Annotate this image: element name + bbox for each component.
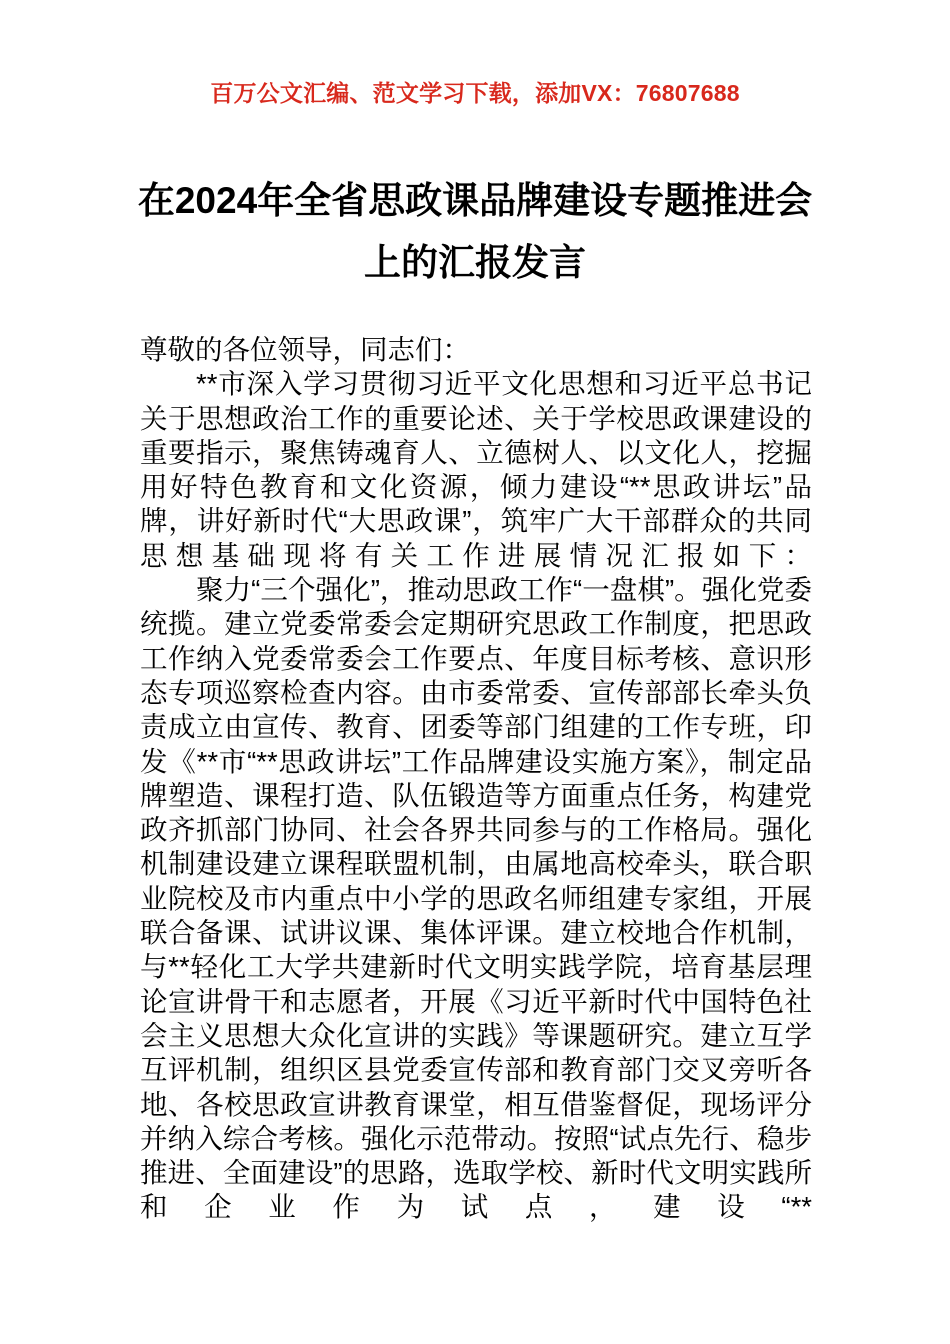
document-body <box>140 333 812 1225</box>
salutation-line: 尊敬的各位领导，同志们： <box>140 334 470 365</box>
promo-banner-text: 百万公文汇编、范文学习下载，添加VX：76807688 <box>210 80 740 106</box>
body-paragraph-1: **市深入学习贯彻习近平文化思想和习近平总书记关于思想政治工作的重要论述、关于学校思政课建设的重要指示，聚焦铸魂育人、立德树人、以文化人，挖掘用好特色教育和文化资源，倾力建设“**思政讲坛”品牌，讲好新时代“大思政课”，筑牢广大干部群众的共同思想基础现将有关工作进展情况汇报如下： <box>140 368 812 571</box>
body-paragraph-2: 聚力“三个强化”，推动思政工作“一盘棋”。强化党委统揽。建立党委常委会定期研究思政工作制度，把思政工作纳入党委常委会工作要点、年度目标考核、意识形态专项巡察检查内容。由市委常委、宣传部部长牵头负责成立由宣传、教育、团委等部门组建的工作专班，印发《**市“**思政讲坛”工作品牌建设实施方案》，制定品牌塑造、课程打造、队伍锻造等方面重点任务，构建党政齐抓部门协同、社会各界共同参与的工作格局。强化机制建设建立课程联盟机制，由属地高校牵头，联合职业院校及市内重点中小学的思政名师组建专家组，开展联合备课、试讲议课、集体评课。建立校地合作机制，与**轻化工大学共建新时代文明实践学院，培育基层理论宣讲骨干和志愿者，开展《习近平新时代中国特色社会主义思想大众化宣讲的实践》等课题研究。建立互学互评机制，组织区县党委宣传部和教育部门交叉旁听各地、各校思政宣讲教育课堂，相互借鉴督促，现场评分并纳入综合考核。强化示范带动。按照“试点先行、稳步推进、全面建设”的思路，选取学校、新时代文明实践所和企业作为试点，建设“** <box>140 574 812 1223</box>
document-title-line-1: 在2024年全省思政课品牌建设专题推进会 <box>137 180 813 221</box>
document-title-line-2: 上的汇报发言 <box>364 242 586 283</box>
document-title <box>120 170 830 294</box>
